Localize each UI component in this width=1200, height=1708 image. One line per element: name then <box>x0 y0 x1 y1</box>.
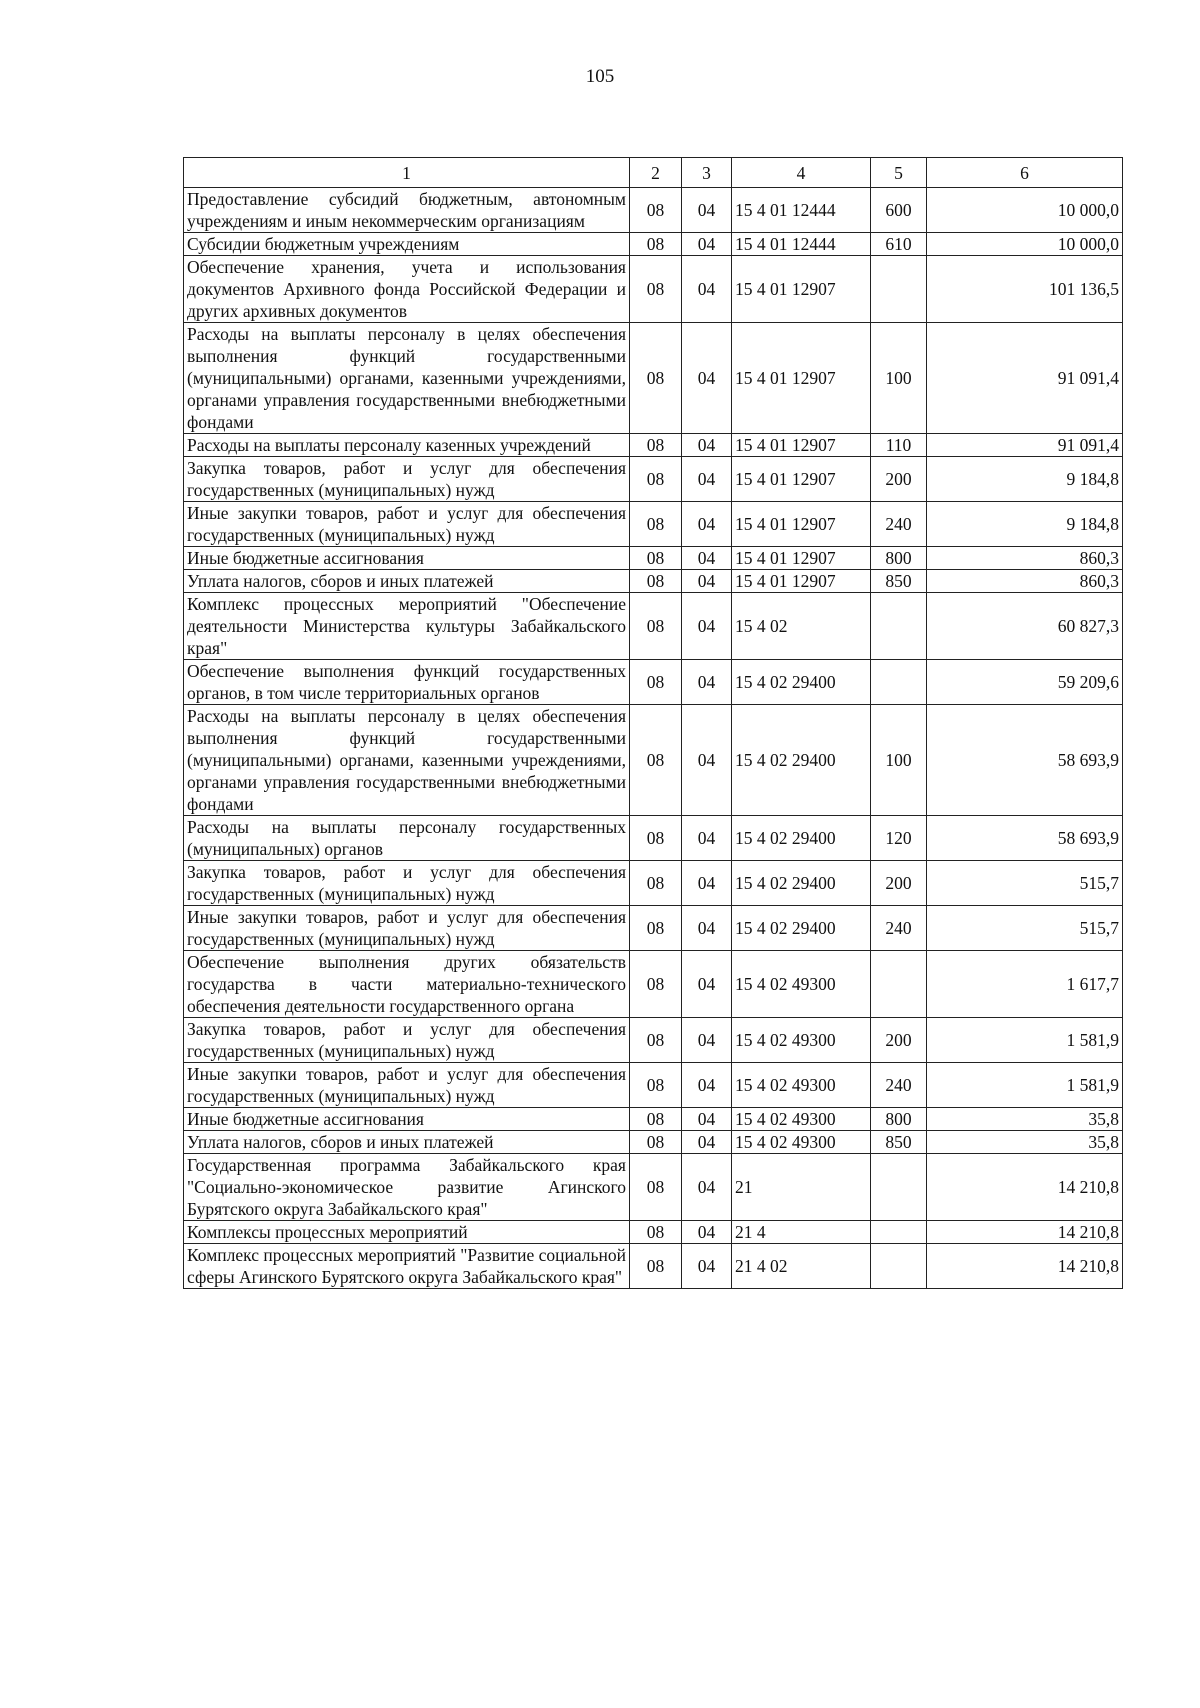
target-article-cell: 15 4 02 49300 <box>732 951 871 1018</box>
item-name-cell: Расходы на выплаты персоналу государственных (муниципальных) органов <box>184 816 630 861</box>
subsection-code-cell: 04 <box>682 502 732 547</box>
item-name-cell: Расходы на выплаты персоналу казенных учреждений <box>184 434 630 457</box>
target-article-cell: 15 4 02 <box>732 593 871 660</box>
target-article-cell: 15 4 01 12444 <box>732 188 871 233</box>
target-article-cell: 21 4 <box>732 1221 871 1244</box>
subsection-code-cell: 04 <box>682 323 732 434</box>
expense-type-cell <box>871 256 927 323</box>
section-code-cell: 08 <box>630 1154 682 1221</box>
target-article-cell: 21 4 02 <box>732 1244 871 1289</box>
table-row <box>184 705 1123 816</box>
target-article-cell: 15 4 01 12444 <box>732 233 871 256</box>
amount-cell: 9 184,8 <box>927 457 1123 502</box>
column-header-4: 4 <box>732 158 871 188</box>
item-name-cell: Иные закупки товаров, работ и услуг для обеспечения государственных (муниципальных) нужд <box>184 1063 630 1108</box>
table-row <box>184 861 1123 906</box>
table-row <box>184 233 1123 256</box>
table-row <box>184 660 1123 705</box>
target-article-cell: 21 <box>732 1154 871 1221</box>
expense-type-cell: 110 <box>871 434 927 457</box>
amount-cell: 10 000,0 <box>927 233 1123 256</box>
section-code-cell: 08 <box>630 502 682 547</box>
column-header-3: 3 <box>682 158 732 188</box>
expense-type-cell: 850 <box>871 570 927 593</box>
target-article-cell: 15 4 02 29400 <box>732 861 871 906</box>
table-row <box>184 1244 1123 1289</box>
subsection-code-cell: 04 <box>682 188 732 233</box>
budget-table <box>183 157 1123 1289</box>
amount-cell: 35,8 <box>927 1131 1123 1154</box>
expense-type-cell <box>871 1221 927 1244</box>
expense-type-cell: 800 <box>871 1108 927 1131</box>
target-article-cell: 15 4 02 49300 <box>732 1018 871 1063</box>
section-code-cell: 08 <box>630 1131 682 1154</box>
amount-cell: 58 693,9 <box>927 816 1123 861</box>
amount-cell: 1 581,9 <box>927 1018 1123 1063</box>
subsection-code-cell: 04 <box>682 951 732 1018</box>
section-code-cell: 08 <box>630 951 682 1018</box>
amount-cell: 60 827,3 <box>927 593 1123 660</box>
expense-type-cell: 200 <box>871 1018 927 1063</box>
target-article-cell: 15 4 01 12907 <box>732 323 871 434</box>
table-row <box>184 593 1123 660</box>
expense-type-cell: 600 <box>871 188 927 233</box>
section-code-cell: 08 <box>630 1063 682 1108</box>
subsection-code-cell: 04 <box>682 547 732 570</box>
expense-type-cell <box>871 1154 927 1221</box>
subsection-code-cell: 04 <box>682 906 732 951</box>
table-row <box>184 1018 1123 1063</box>
subsection-code-cell: 04 <box>682 1154 732 1221</box>
section-code-cell: 08 <box>630 457 682 502</box>
column-header-2: 2 <box>630 158 682 188</box>
item-name-cell: Иные бюджетные ассигнования <box>184 547 630 570</box>
target-article-cell: 15 4 01 12907 <box>732 502 871 547</box>
amount-cell: 515,7 <box>927 906 1123 951</box>
target-article-cell: 15 4 02 49300 <box>732 1063 871 1108</box>
item-name-cell: Расходы на выплаты персоналу в целях обеспечения выполнения функций государственными (муниципальными) органами, казенными учреждениями, органами управления государственными внебюджетными фондами <box>184 323 630 434</box>
table-row <box>184 1131 1123 1154</box>
item-name-cell: Обеспечение выполнения других обязательств государства в части материально-технического обеспечения деятельности государственного органа <box>184 951 630 1018</box>
amount-cell: 10 000,0 <box>927 188 1123 233</box>
subsection-code-cell: 04 <box>682 593 732 660</box>
section-code-cell: 08 <box>630 1108 682 1131</box>
amount-cell: 860,3 <box>927 570 1123 593</box>
item-name-cell: Обеспечение хранения, учета и использования документов Архивного фонда Российской Федерации и других архивных документов <box>184 256 630 323</box>
subsection-code-cell: 04 <box>682 457 732 502</box>
expense-type-cell: 120 <box>871 816 927 861</box>
table-row <box>184 256 1123 323</box>
item-name-cell: Иные бюджетные ассигнования <box>184 1108 630 1131</box>
target-article-cell: 15 4 01 12907 <box>732 434 871 457</box>
item-name-cell: Уплата налогов, сборов и иных платежей <box>184 570 630 593</box>
page-number: 105 <box>585 66 615 87</box>
section-code-cell: 08 <box>630 570 682 593</box>
item-name-cell: Государственная программа Забайкальского края "Социально-экономическое развитие Агинского Бурятского округа Забайкальского края" <box>184 1154 630 1221</box>
subsection-code-cell: 04 <box>682 816 732 861</box>
table-row <box>184 434 1123 457</box>
amount-cell: 14 210,8 <box>927 1244 1123 1289</box>
subsection-code-cell: 04 <box>682 861 732 906</box>
section-code-cell: 08 <box>630 660 682 705</box>
amount-cell: 14 210,8 <box>927 1154 1123 1221</box>
table-row <box>184 457 1123 502</box>
expense-type-cell: 610 <box>871 233 927 256</box>
table-row <box>184 906 1123 951</box>
section-code-cell: 08 <box>630 1244 682 1289</box>
subsection-code-cell: 04 <box>682 1221 732 1244</box>
table-row <box>184 188 1123 233</box>
section-code-cell: 08 <box>630 906 682 951</box>
section-code-cell: 08 <box>630 188 682 233</box>
expense-type-cell: 240 <box>871 906 927 951</box>
expense-type-cell: 200 <box>871 861 927 906</box>
item-name-cell: Закупка товаров, работ и услуг для обеспечения государственных (муниципальных) нужд <box>184 861 630 906</box>
expense-type-cell: 100 <box>871 323 927 434</box>
table-row <box>184 323 1123 434</box>
section-code-cell: 08 <box>630 434 682 457</box>
column-header-1: 1 <box>184 158 630 188</box>
amount-cell: 9 184,8 <box>927 502 1123 547</box>
amount-cell: 58 693,9 <box>927 705 1123 816</box>
item-name-cell: Комплекс процессных мероприятий "Развитие социальной сферы Агинского Бурятского округа Забайкальского края" <box>184 1244 630 1289</box>
section-code-cell: 08 <box>630 1221 682 1244</box>
item-name-cell: Закупка товаров, работ и услуг для обеспечения государственных (муниципальных) нужд <box>184 1018 630 1063</box>
section-code-cell: 08 <box>630 593 682 660</box>
expense-type-cell: 240 <box>871 1063 927 1108</box>
column-header-6: 6 <box>927 158 1123 188</box>
subsection-code-cell: 04 <box>682 434 732 457</box>
amount-cell: 515,7 <box>927 861 1123 906</box>
item-name-cell: Субсидии бюджетным учреждениям <box>184 233 630 256</box>
table-row <box>184 951 1123 1018</box>
amount-cell: 14 210,8 <box>927 1221 1123 1244</box>
item-name-cell: Комплекс процессных мероприятий "Обеспечение деятельности Министерства культуры Забайкальского края" <box>184 593 630 660</box>
table-row <box>184 502 1123 547</box>
subsection-code-cell: 04 <box>682 1131 732 1154</box>
item-name-cell: Предоставление субсидий бюджетным, автономным учреждениям и иным некоммерческим организациям <box>184 188 630 233</box>
section-code-cell: 08 <box>630 233 682 256</box>
amount-cell: 59 209,6 <box>927 660 1123 705</box>
target-article-cell: 15 4 02 29400 <box>732 705 871 816</box>
item-name-cell: Расходы на выплаты персоналу в целях обеспечения выполнения функций государственными (муниципальными) органами, казенными учреждениями, органами управления государственными внебюджетными фондами <box>184 705 630 816</box>
section-code-cell: 08 <box>630 861 682 906</box>
amount-cell: 1 581,9 <box>927 1063 1123 1108</box>
table-row <box>184 1063 1123 1108</box>
subsection-code-cell: 04 <box>682 705 732 816</box>
amount-cell: 35,8 <box>927 1108 1123 1131</box>
target-article-cell: 15 4 01 12907 <box>732 570 871 593</box>
section-code-cell: 08 <box>630 705 682 816</box>
table-row <box>184 1221 1123 1244</box>
item-name-cell: Обеспечение выполнения функций государственных органов, в том числе территориальных органов <box>184 660 630 705</box>
section-code-cell: 08 <box>630 1018 682 1063</box>
subsection-code-cell: 04 <box>682 1244 732 1289</box>
item-name-cell: Иные закупки товаров, работ и услуг для обеспечения государственных (муниципальных) нужд <box>184 906 630 951</box>
subsection-code-cell: 04 <box>682 1063 732 1108</box>
subsection-code-cell: 04 <box>682 570 732 593</box>
target-article-cell: 15 4 01 12907 <box>732 256 871 323</box>
amount-cell: 860,3 <box>927 547 1123 570</box>
item-name-cell: Уплата налогов, сборов и иных платежей <box>184 1131 630 1154</box>
header-row <box>184 158 1123 188</box>
table-row <box>184 1154 1123 1221</box>
expense-type-cell: 100 <box>871 705 927 816</box>
subsection-code-cell: 04 <box>682 233 732 256</box>
subsection-code-cell: 04 <box>682 256 732 323</box>
amount-cell: 91 091,4 <box>927 434 1123 457</box>
target-article-cell: 15 4 02 49300 <box>732 1108 871 1131</box>
table-row <box>184 816 1123 861</box>
amount-cell: 91 091,4 <box>927 323 1123 434</box>
section-code-cell: 08 <box>630 547 682 570</box>
target-article-cell: 15 4 02 29400 <box>732 660 871 705</box>
item-name-cell: Комплексы процессных мероприятий <box>184 1221 630 1244</box>
section-code-cell: 08 <box>630 816 682 861</box>
target-article-cell: 15 4 02 29400 <box>732 906 871 951</box>
amount-cell: 101 136,5 <box>927 256 1123 323</box>
expense-type-cell: 200 <box>871 457 927 502</box>
amount-cell: 1 617,7 <box>927 951 1123 1018</box>
expense-type-cell <box>871 951 927 1018</box>
table-row <box>184 547 1123 570</box>
table-row <box>184 1108 1123 1131</box>
target-article-cell: 15 4 02 29400 <box>732 816 871 861</box>
item-name-cell: Иные закупки товаров, работ и услуг для обеспечения государственных (муниципальных) нужд <box>184 502 630 547</box>
target-article-cell: 15 4 02 49300 <box>732 1131 871 1154</box>
target-article-cell: 15 4 01 12907 <box>732 547 871 570</box>
expense-type-cell: 850 <box>871 1131 927 1154</box>
expense-type-cell <box>871 1244 927 1289</box>
subsection-code-cell: 04 <box>682 1108 732 1131</box>
target-article-cell: 15 4 01 12907 <box>732 457 871 502</box>
section-code-cell: 08 <box>630 323 682 434</box>
table-row <box>184 570 1123 593</box>
expense-type-cell: 800 <box>871 547 927 570</box>
expense-type-cell <box>871 593 927 660</box>
section-code-cell: 08 <box>630 256 682 323</box>
subsection-code-cell: 04 <box>682 1018 732 1063</box>
expense-type-cell <box>871 660 927 705</box>
expense-type-cell: 240 <box>871 502 927 547</box>
subsection-code-cell: 04 <box>682 660 732 705</box>
item-name-cell: Закупка товаров, работ и услуг для обеспечения государственных (муниципальных) нужд <box>184 457 630 502</box>
column-header-5: 5 <box>871 158 927 188</box>
